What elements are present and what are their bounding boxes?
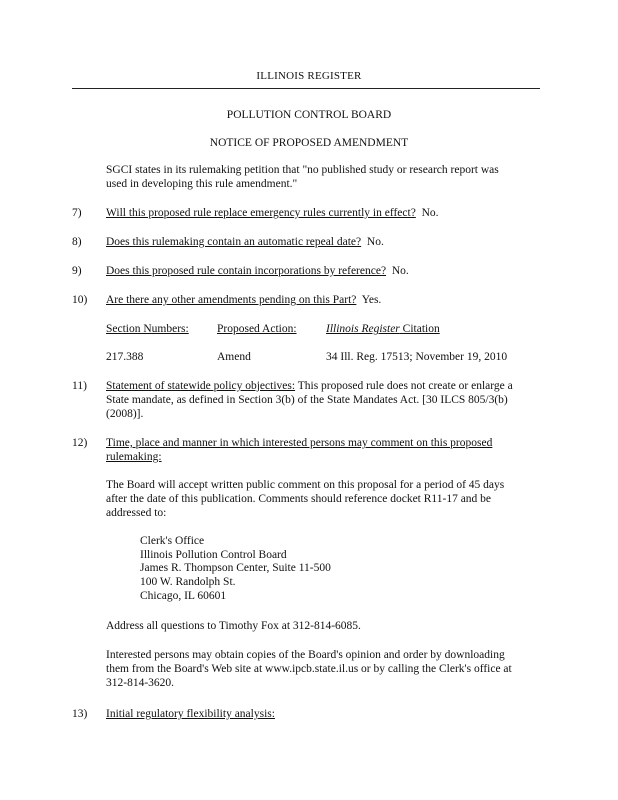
questions-contact: Address all questions to Timothy Fox at 312-814-6085. bbox=[106, 620, 361, 632]
register-citation-rest: Citation bbox=[399, 323, 440, 335]
mailing-address bbox=[140, 534, 540, 602]
item-12-heading-line-2: rulemaking: bbox=[106, 451, 162, 463]
item-10-answer: Yes. bbox=[361, 294, 382, 306]
comment-line-3: addressed to: bbox=[106, 507, 167, 519]
item-9 bbox=[106, 264, 546, 278]
copies-line-2: them from the Board's Web site at www.ipcb.state.il.us or by calling the Clerk's office at bbox=[106, 663, 512, 675]
address-line-2: Illinois Pollution Control Board bbox=[140, 548, 287, 561]
item-12-number: 12) bbox=[72, 437, 88, 449]
item-8-number: 8) bbox=[72, 236, 82, 248]
item-10 bbox=[106, 293, 546, 307]
item-9-number: 9) bbox=[72, 265, 82, 277]
comment-line-1: The Board will accept written public comment on this proposal for a period of 45 days bbox=[106, 479, 505, 491]
amend-table-header-section: Section Numbers: bbox=[106, 323, 189, 335]
amend-row-section: 217.388 bbox=[106, 351, 144, 363]
item-11-number: 11) bbox=[72, 380, 87, 392]
item-9-answer: No. bbox=[391, 265, 409, 277]
amend-table-header-citation bbox=[326, 322, 440, 336]
copies-paragraph bbox=[106, 648, 546, 690]
address-line-1: Clerk's Office bbox=[140, 535, 205, 547]
intro-paragraph bbox=[106, 163, 546, 191]
copies-line-3: 312-814-3620. bbox=[106, 677, 175, 689]
copies-line-1: Interested persons may obtain copies of the Board's opinion and order by downloading bbox=[106, 649, 505, 661]
notice-title: NOTICE OF PROPOSED AMENDMENT bbox=[209, 137, 409, 149]
amend-table-header-action: Proposed Action: bbox=[217, 323, 297, 335]
item-10-number: 10) bbox=[72, 294, 88, 306]
item-9-question: Does this proposed rule contain incorporations by reference? bbox=[106, 265, 387, 277]
amend-row-action: Amend bbox=[217, 351, 251, 363]
item-8 bbox=[106, 235, 546, 249]
address-line-4: 100 W. Randolph St. bbox=[140, 576, 236, 589]
intro-line-1: SGCI states in its rulemaking petition that "no published study or research report was bbox=[106, 164, 499, 176]
item-12-heading-line-1: Time, place and manner in which interested persons may comment on this proposed bbox=[106, 437, 493, 449]
item-7-number: 7) bbox=[72, 207, 82, 219]
item-11-line-1-rest: This proposed rule does not create or enlarge a bbox=[295, 380, 513, 392]
agency-title: POLLUTION CONTROL BOARD bbox=[226, 109, 392, 121]
item-11-line-3: (2008)]. bbox=[106, 408, 144, 420]
item-8-answer: No. bbox=[366, 236, 384, 248]
address-line-5: Chicago, IL 60601 bbox=[140, 589, 227, 602]
item-7-question: Will this proposed rule replace emergency rules currently in effect? bbox=[106, 207, 416, 219]
item-8-question: Does this rulemaking contain an automatic repeal date? bbox=[106, 236, 362, 248]
item-11-line-1 bbox=[106, 379, 546, 393]
item-11-heading: Statement of statewide policy objectives: bbox=[106, 380, 296, 392]
register-header: ILLINOIS REGISTER bbox=[256, 70, 362, 82]
register-citation-italic: Illinois Register bbox=[326, 323, 400, 335]
header-rule bbox=[72, 88, 540, 89]
comment-line-2: after the date of this publication. Comments should reference docket R11-17 and be bbox=[106, 493, 492, 505]
address-line-3: James R. Thompson Center, Suite 11-500 bbox=[140, 562, 331, 575]
intro-line-2: used in developing this rule amendment." bbox=[106, 178, 298, 190]
comment-paragraph bbox=[106, 478, 546, 520]
item-12-heading bbox=[106, 436, 546, 464]
item-11 bbox=[106, 379, 546, 421]
item-7 bbox=[106, 206, 546, 220]
item-7-answer: No. bbox=[421, 207, 439, 219]
amend-row-citation: 34 Ill. Reg. 17513; November 19, 2010 bbox=[326, 351, 508, 363]
item-10-question: Are there any other amendments pending on this Part? bbox=[106, 294, 357, 306]
item-13-heading: Initial regulatory flexibility analysis: bbox=[106, 708, 275, 720]
item-13-number: 13) bbox=[72, 708, 88, 720]
item-11-line-2: State mandate, as defined in Section 3(b) of the State Mandates Act. [30 ILCS 805/3(b) bbox=[106, 394, 508, 406]
